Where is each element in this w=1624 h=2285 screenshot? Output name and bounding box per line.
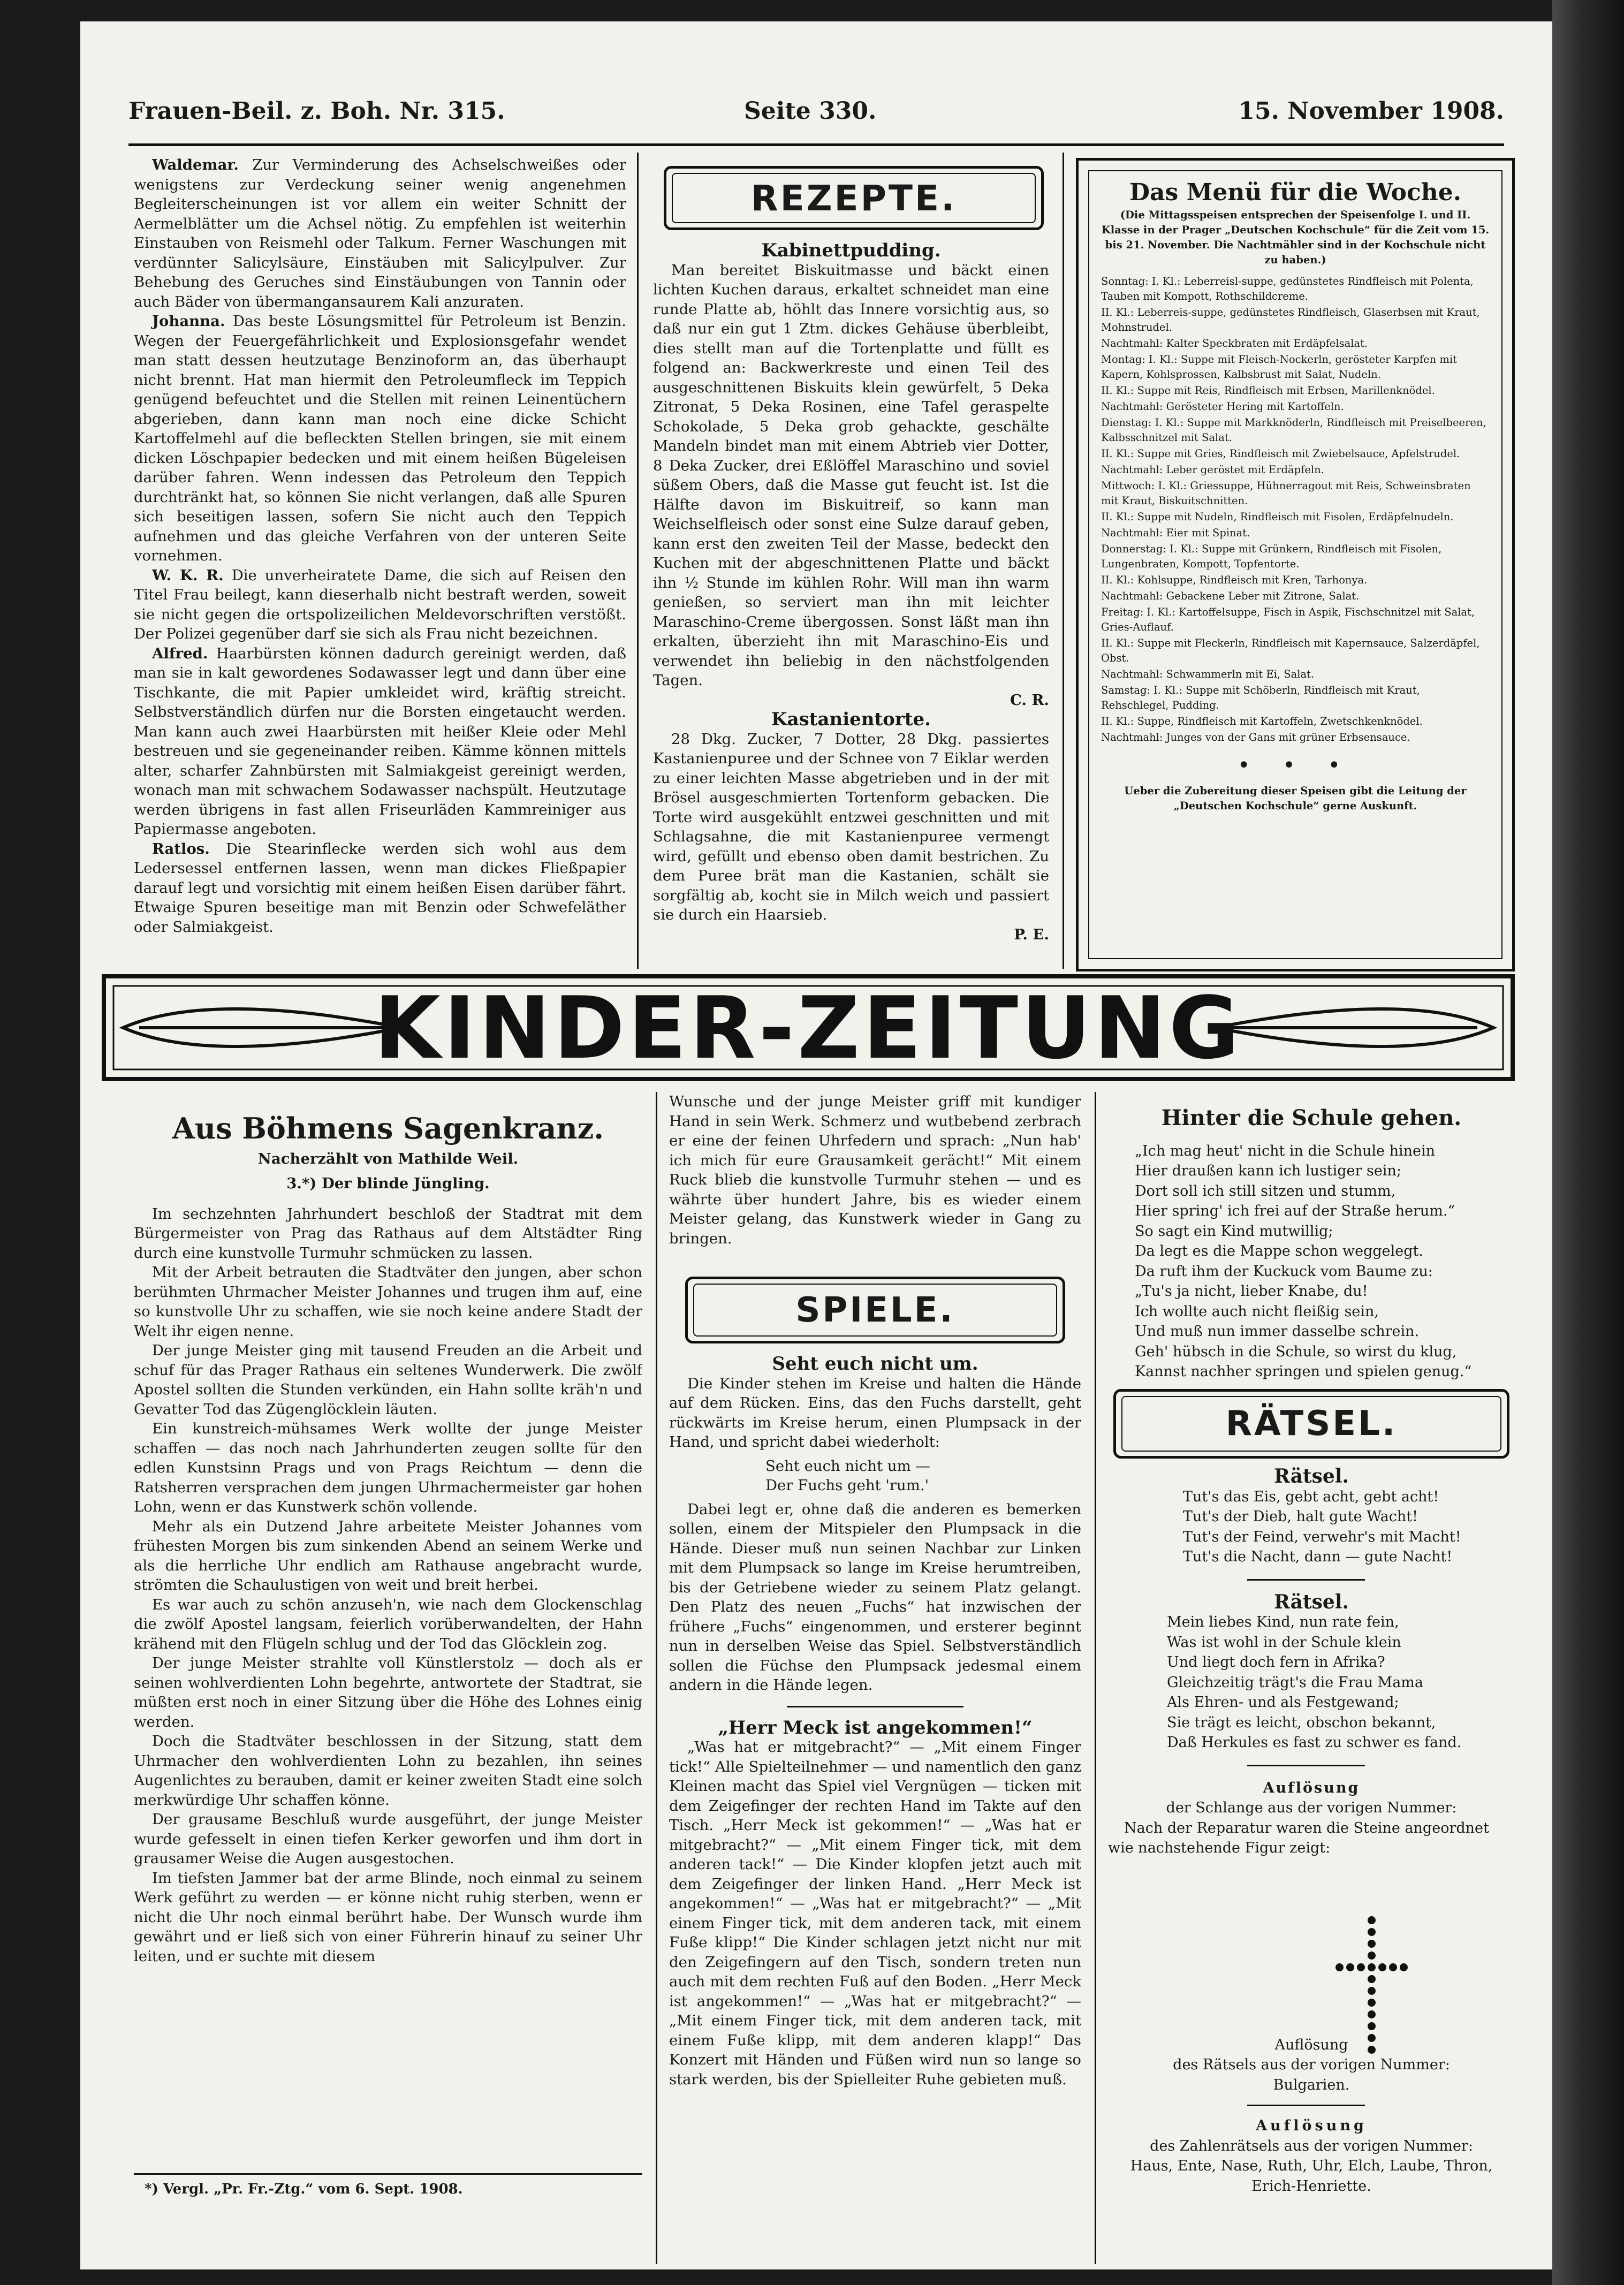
- rezepte-title-box: [664, 166, 1044, 230]
- figure-stone: [1368, 1987, 1376, 1995]
- raetsel-column: [1108, 1467, 1515, 2269]
- figure-stone: [1368, 1952, 1376, 1960]
- riddle-title-2: Rätsel.: [1273, 1590, 1349, 1613]
- column-divider: [656, 1092, 657, 2264]
- header-issue: Frauen-Beil. z. Boh. Nr. 315.: [128, 97, 505, 125]
- spiele-title: SPIELE.: [795, 1290, 955, 1330]
- figure-stone: [1368, 1975, 1376, 1983]
- banner-title: KINDER-ZEITUNG: [374, 977, 1243, 1078]
- menu-entry: II. Kl.: Suppe mit Fleckerln, Rindfleisch mit Kapernsauce, Salzerdäpfel, Obst.: [1101, 637, 1480, 664]
- verse-line: Daß Herkules es fast zu schwer es fand.: [1167, 1734, 1462, 1751]
- sagenkranz-paragraph: Der junge Meister ging mit tausend Freuden an die Arbeit und schuf für das Prager Rathaus ein seltenes Wunderwerk. Die zwölf Apostel sollten die Stunden verkünden, ein Hahn sollte kräh'n und Gevatter Tod das Zügenglöcklein läuten.: [134, 1342, 642, 1418]
- sagenkranz-paragraph: Mehr als ein Dutzend Jahre arbeitete Meister Johannes vom frühesten Morgen bis zum sinkenden Abend an seinem Werke und als die herrliche Uhr endlich am Rathause angebracht wurde, strömten die Schaulustigen von weit und breit herbei.: [134, 1517, 642, 1593]
- figure-stone: [1389, 1963, 1397, 1971]
- reader-answer-text: Das beste Lösungsmittel für Petroleum ist Benzin. Wegen der Feuergefährlichkeit und Explosionsgefahr wendet man statt dessen heutzutage Benzinoform an, das überhaupt nicht brennt. Hat man hiermit den Petroleumfleck im Teppich genügend befeuchtet und die Stellen mit reinen Leinentüchern abgerieben, dann kann man noch eine dicke Schicht Kartoffelmehl auf die befleckten Stellen bringen, sie mit einem dicken Löschpapier bedecken und mit einem heißen Bügeleisen darüber fahren. Wenn indessen das Petroleum den Teppich durchtränkt hat, so können Sie nicht verlangen, daß alle Spuren sich beseitigen lassen, sofern Sie nicht auch den Teppich aufnehmen und das gleiche Verfahren von der unteren Seite vornehmen.: [134, 313, 626, 564]
- menu-footer: Ueber die Zubereitung dieser Speisen gibt die Leitung der „Deutschen Kochschule“ gerne Auskunft.: [1124, 785, 1467, 812]
- menu-entries: [1101, 274, 1490, 745]
- menu-title: Das Menü für die Woche.: [1129, 179, 1462, 206]
- verse-line: Tut's die Nacht, dann — gute Nacht!: [1183, 1548, 1453, 1565]
- game-text-1: Die Kinder stehen im Kreise und halten die Hände auf dem Rücken. Eins, das den Fuchs darstellt, geht rückwärts im Kreise herum, einen Plumpsack in der Hand, und spricht dabei wiederholt:: [669, 1375, 1081, 1451]
- game-text-2: „Was hat er mitgebracht?“ — „Mit einem Finger tick!“ Alle Spielteilnehmer — und namentlich den ganz Kleinen macht das Spiel viel Vergnügen — ticken mit dem Zeigefinger der rechten Hand im Takte auf den Tisch. „Herr Meck ist gekommen!“ — „Was hat er mitgebracht?“ — „Mit einem Finger tick, mit dem anderen tack!“ — Die Kinder klopfen jetzt auch mit dem Zeigefinger der linken Hand. „Herr Meck ist angekommen!“ — „Was hat er mitgebracht?“ — „Mit einem Finger tick, mit dem anderen tack, mit einem Fuße klipp!“ Die Kinder schlagen jetzt nicht nur mit den Zeigefingern auf den Tisch, sondern treten nun auch mit dem rechten Fuß auf den Boden. „Herr Meck ist angekommen!“ — „Was hat er mitgebracht?“ — „Mit einem Finger tick, mit dem anderen tack, mit einem Fuße klipp, mit dem anderen klapp!“ Das Konzert mit Händen und Füßen wird nun so lange so stark werden, bis der Spielleiter Ruhe gebieten muß.: [669, 1739, 1081, 2088]
- verse-line: Sie trägt es leicht, obschon bekannt,: [1167, 1714, 1436, 1731]
- recipe-title-kastanientorte: Kastanientorte.: [771, 709, 931, 730]
- kinder-zeitung-banner: [102, 974, 1515, 1081]
- menu-entry: Donnerstag: I. Kl.: Suppe mit Grünkern, Rindfleisch mit Fisolen, Lungenbraten, Kompott, Topfentorte.: [1101, 543, 1442, 570]
- figure-stone: [1400, 1963, 1408, 1971]
- sagenkranz-column: [134, 1097, 642, 2173]
- header-rule: [128, 143, 1504, 146]
- sagenkranz-continued-text: Wunsche und der junge Meister griff mit kundiger Hand in sein Werk. Schmerz und wutbebend zerbrach er eine der feinen Uhrfedern und sprach: „Nun hab' ich mich für eure Grausamkeit gerächt!“ Mit einem Ruck blieb die kunstvolle Turmuhr stehen — und es währte über hundert Jahre, bis es wieder einem Meister gelang, das Kunstwerk wieder in Gang zu bringen.: [669, 1093, 1081, 1247]
- reader-answer-lead: Waldemar.: [152, 156, 239, 173]
- menu-entry: II. Kl.: Suppe, Rindfleisch mit Kartoffeln, Zwetschkenknödel.: [1101, 715, 1423, 727]
- page-header: [128, 91, 1504, 139]
- header-page-number: Seite 330.: [744, 97, 877, 125]
- game-text-1b: Dabei legt er, ohne daß die anderen es bemerken sollen, einem der Mitspieler den Plumpsack in die Hände. Dieser muß nun seinen Nachbar zur Linken mit dem Plumpsack so lange im Kreise herumtreiben, bis der Getriebene wieder zu seinem Platz gelangt. Den Platz des neuen „Fuchs“ hat inzwischen der frühere „Fuchs“ eingenommen, und ersterer beginnt nun in derselben Weise das Spiel. Selbstverständlich sollen die Füchse den Plumpsack jedesmal einem andern in die Hände legen.: [669, 1500, 1081, 1694]
- menu-entry: II. Kl.: Kohlsuppe, Rindfleisch mit Kren, Tarhonya.: [1101, 574, 1368, 586]
- poem-column: [1108, 1108, 1515, 1386]
- menu-entry: Dienstag: I. Kl.: Suppe mit Markknöderln, Rindfleisch mit Preiselbeeren, Kalbsschnitzel mit Salat.: [1101, 416, 1486, 444]
- menu-entry: II. Kl.: Leberreis-suppe, gedünstetes Rindfleisch, Glaserbsen mit Kraut, Mohnstrudel.: [1101, 306, 1480, 333]
- sagenkranz-paragraph: Im tiefsten Jammer bat der arme Blinde, noch einmal zu seinem Werk geführt zu werden — er könne nicht ruhig sterben, wenn er nicht die Uhr noch einmal berührt habe. Der Wunsch wurde ihm gewährt und er ließ sich von einer Führerin hinauf zu seiner Uhr leiten, und er suchte mit diesem: [134, 1869, 642, 1965]
- menu-entry: Freitag: I. Kl.: Kartoffelsuppe, Fisch in Aspik, Fischschnitzel mit Salat, Gries-Auflauf.: [1101, 606, 1475, 633]
- sagenkranz-title: Aus Böhmens Sagenkranz.: [172, 1111, 604, 1145]
- reader-answer: [134, 312, 626, 566]
- menu-entry: Nachtmahl: Schwammerln mit Ei, Salat.: [1101, 668, 1315, 680]
- menu-entry: Nachtmahl: Junges von der Gans mit grüner Erbsensauce.: [1101, 731, 1410, 743]
- menu-separator: • • •: [1237, 753, 1354, 778]
- menu-entry: Samstag: I. Kl.: Suppe mit Schöberln, Rindfleisch mit Kraut, Rehschlegel, Pudding.: [1101, 684, 1420, 711]
- game-title-2: „Herr Meck ist angekommen!“: [718, 1717, 1033, 1739]
- figure-stone: [1368, 1999, 1376, 2007]
- spiele-column: [669, 1354, 1081, 2264]
- sagenkranz-chapter: 3.*) Der blinde Jüngling.: [286, 1175, 490, 1192]
- answer-text-1b: Nach der Reparatur waren die Steine angeordnet wie nachstehende Figur zeigt:: [1108, 1819, 1489, 1856]
- scan-edge: [1552, 0, 1624, 2285]
- riddle-title-1: Rätsel.: [1273, 1467, 1349, 1487]
- reader-answer: [134, 566, 626, 644]
- sagenkranz-paragraph: Doch die Stadtväter beschlossen in der Sitzung, statt dem Uhrmacher den wohlverdienten Lohn zu bezahlen, ihn seines Augenlichtes zu berauben, damit er keiner zweiten Stadt eine solch merkwürdige Uhr schaffen könne.: [134, 1733, 642, 1809]
- reader-answer-text: Die unverheiratete Dame, die sich auf Reisen den Titel Frau beilegt, kann dieserhalb nicht bestraft werden, soweit sie nicht gegen die ortspolizeilichen Meldevorschriften verstößt. Der Polizei gegenüber darf sie sich als Frau nicht bezeichnen.: [134, 566, 626, 642]
- figure-stone: [1368, 2034, 1376, 2042]
- verse-line: Was ist wohl in der Schule klein: [1167, 1634, 1401, 1651]
- recipe-text-kastanientorte: 28 Dkg. Zucker, 7 Dotter, 28 Dkg. passiertes Kastanienpuree und der Schnee von 7 Eiklar werden zu einer leichten Masse abgetrieben und in der mit Brösel ausgeschmierten Tortenform gebacken. Die Torte wird ausgekühlt entzwei geschnitten und mit Schlagsahne, die mit Kastanienpuree vermengt wird, gefüllt und ebenso oben damit bestrichen. Zu dem Puree brät man die Kastanien, schält sie sorgfältig ab, kocht sie in Milch weich und passiert sie durch ein Haarsieb.: [653, 730, 1049, 923]
- footnote-rule: [134, 2173, 642, 2175]
- answer-separator: [1247, 2105, 1365, 2106]
- answer-2-lines: [1108, 2035, 1515, 2096]
- verse-line: Hier draußen kann ich lustiger sein;: [1135, 1163, 1401, 1179]
- verse-line: Auflösung: [1274, 2036, 1348, 2053]
- menu-entry: Mittwoch: I. Kl.: Griessuppe, Hühnerragout mit Reis, Schweinsbraten mit Kraut, Biskuitschnitten.: [1101, 480, 1471, 507]
- menu-intro: (Die Mittagsspeisen entsprechen der Speisenfolge I. und II. Klasse in der Prager „Deutschen Kochschule“ für die Zeit vom 15. bis 21. November. Die Nachtmähler sind in der Kochschule nicht zu haben.): [1101, 209, 1490, 266]
- sagenkranz-text: [134, 1204, 642, 1967]
- sagenkranz-paragraph: Im sechzehnten Jahrhundert beschloß der Stadtrat mit dem Bürgermeister von Prag das Rathaus auf dem Altstädter Ring durch eine kunstvolle Turmuhr schmücken zu lassen.: [134, 1205, 642, 1262]
- recipe-signature-2: P. E.: [1014, 925, 1049, 943]
- figure-stone: [1335, 1963, 1344, 1971]
- verse-line: Geh' hübsch in die Schule, so wirst du klug,: [1135, 1343, 1457, 1360]
- recipe-title-kabinettpudding: Kabinettpudding.: [761, 241, 941, 261]
- menu-entry: Nachtmahl: Leber geröstet mit Erdäpfeln.: [1101, 464, 1324, 476]
- reader-answer-lead: W. K. R.: [152, 566, 224, 584]
- answer-3-lines: [1108, 2136, 1515, 2197]
- column-divider: [637, 153, 639, 969]
- figure-stone: [1346, 1963, 1354, 1971]
- answer-title-3: Auflösung: [1256, 2117, 1367, 2134]
- menu-entry: II. Kl.: Suppe mit Gries, Rindfleisch mit Zwiebelsauce, Apfelstrudel.: [1101, 447, 1460, 460]
- reader-answer: [134, 839, 626, 937]
- header-date: 15. November 1908.: [1238, 97, 1504, 125]
- reader-answer-lead: Ratlos.: [152, 840, 210, 857]
- sagenkranz-byline: Nacherzählt von Mathilde Weil.: [257, 1150, 519, 1167]
- menu-entry: Nachtmahl: Kalter Speckbraten mit Erdäpfelsalat.: [1101, 337, 1368, 350]
- raetsel-title-box: [1113, 1389, 1509, 1459]
- reader-answer-lead: Alfred.: [152, 644, 208, 662]
- verse-line: Und liegt doch fern in Afrika?: [1167, 1654, 1385, 1671]
- game-title-1: Seht euch nicht um.: [772, 1354, 978, 1375]
- sagenkranz-paragraph: Der grausame Beschluß wurde ausgeführt, der junge Meister wurde gefesselt in einen tiefen Kerker geworfen und ihm dort in grausamer Weise die Augen ausgestochen.: [134, 1811, 642, 1867]
- reader-answer: [134, 155, 626, 312]
- verse-line: des Zahlenrätsels aus der vorigen Nummer:: [1150, 2137, 1473, 2154]
- verse-line: Gleichzeitig trägt's die Frau Mama: [1167, 1674, 1423, 1691]
- game-verse: [765, 1456, 1081, 1496]
- sagenkranz-paragraph: Der junge Meister strahlte voll Künstlerstolz — doch als er seinen wohlverdienten Lohn begehrte, antwortete der Stadtrat, sie müßten erst noch in einer Sitzung über die Höhe des Lohnes einig werden.: [134, 1654, 642, 1730]
- game-verse-line: Seht euch nicht um —: [765, 1457, 930, 1475]
- poem-lines: [1108, 1141, 1515, 1382]
- verse-line: Kannst nachher springen und spielen genug.“: [1135, 1363, 1472, 1380]
- verse-line: Als Ehren- und als Festgewand;: [1167, 1694, 1399, 1711]
- poem-title: Hinter die Schule gehen.: [1161, 1108, 1462, 1130]
- column-divider: [1063, 153, 1064, 969]
- verse-line: Und muß nun immer dasselbe schrein.: [1135, 1323, 1420, 1340]
- sagenkranz-paragraph: Es war auch zu schön anzuseh'n, wie nach dem Glockenschlag die zwölf Apostel langsam, feierlich vorüberwandelten, der Hahn krähend mit den Flügeln schlug und der Tod das Glöcklein zog.: [134, 1596, 642, 1652]
- figure-stone: [1368, 2022, 1376, 2030]
- verse-line: Da ruft ihm der Kuckuck vom Baume zu:: [1135, 1263, 1433, 1280]
- recipe-text-kabinettpudding: Man bereitet Biskuitmasse und bäckt einen lichten Kuchen daraus, erkaltet schneidet man eine runde Platte ab, höhlt das Innere vorsichtig aus, so daß nur ein gut 1 Ztm. dickes Gehäuse überbleibt, dies stellt man auf die Tortenplatte und füllt es folgend an: Backwerkreste und einen Teil des ausgeschnittenen Biskuits klein gewürfelt, 5 Deka Zitronat, 5 Deka Rosinen, eine Tafel geraspelte Schokolade, 5 Deka grob gehackte, geschälte Mandeln bindet man mit einem Abtrieb vier Dotter, 8 Deka Zucker, drei Eßlöffel Maraschino und soviel süßem Obers, daß die Masse gut feucht ist. Ist die Hälfte davon im Biskuitreif, so kann man Weichselfleisch oder sonst eine Sulze darauf geben, kann erst den zweiten Teil der Masse, bedeckt den Kuchen mit der abgeschnittenen Platte und bäckt ihn ½ Stunde im kühlen Rohr. Will man ihn warm genießen, so serviert man ihn mit leichter Maraschino-Creme übergossen. Sonst läßt man ihn erkalten, überzieht ihn mit Maraschino-Eis und verwendet ihn beliebig in den nächstfolgenden Tagen.: [653, 261, 1049, 689]
- verse-line: So sagt ein Kind mutwillig;: [1135, 1223, 1333, 1240]
- sagenkranz-paragraph: Ein kunstreich-mühsames Werk wollte der junge Meister schaffen — das noch nach Jahrhunderten zeugen sollte für den edlen Kunstsinn Prags und von Prags Reichtum — denn die Ratsherren versprachen dem jungen Uhrmachermeister gar hohen Lohn, wenn er das Kunstwerk schön vollende.: [134, 1420, 642, 1515]
- reader-answer-lead: Johanna.: [152, 313, 225, 330]
- riddle-2-lines: [1108, 1612, 1515, 1753]
- riddle-1-lines: [1108, 1487, 1515, 1567]
- answer-title-1: Auflösung: [1263, 1779, 1360, 1796]
- raetsel-title: RÄTSEL.: [1225, 1404, 1398, 1444]
- verse-line: „Ich mag heut' nicht in die Schule hinein: [1135, 1142, 1435, 1159]
- footnote: *) Vergl. „Pr. Fr.-Ztg.“ vom 6. Sept. 1908.: [145, 2181, 463, 2197]
- spiele-title-box: [685, 1277, 1065, 1343]
- menu-entry: II. Kl.: Suppe mit Reis, Rindfleisch mit Erbsen, Marillenknödel.: [1101, 384, 1435, 397]
- weekly-menu-box: [1076, 158, 1515, 971]
- column-divider: [1095, 1092, 1096, 2264]
- reader-answer: [134, 644, 626, 839]
- menu-entry: Montag: I. Kl.: Suppe mit Fleisch-Nockerln, gerösteter Karpfen mit Kapern, Kohlsprossen, Kalbsbrust mit Salat, Nudeln.: [1101, 353, 1457, 381]
- verse-line: des Rätsels aus der vorigen Nummer:: [1173, 2056, 1450, 2073]
- reader-answer-text: Zur Verminderung des Achselschweißes oder wenigstens zur Verdeckung seiner wenig angenehmen Begleiterscheinungen ist vor allem ein weiter Schnitt der Aermelblätter um die Achsel nötig. Zu empfehlen ist weiterhin Einstauben von Reismehl oder Talkum. Ferner Waschungen mit verdünnter Salicylsäure, Einstäuben mit Salicylpulver. Zur Behebung des Geruches sind Einstäubungen von Tannin oder auch Bäder von übermangansaurem Kali anzuraten.: [134, 156, 626, 310]
- answer-figure-space: [1108, 1858, 1515, 2035]
- recipe-signature-1: C. R.: [1010, 691, 1049, 709]
- verse-line: Da legt es die Mappe schon weggelegt.: [1135, 1243, 1423, 1259]
- riddle-separator: [1247, 1765, 1365, 1766]
- figure-stone: [1368, 2046, 1376, 2054]
- weekly-menu: [1088, 170, 1502, 959]
- figure-stone: [1368, 2010, 1376, 2018]
- menu-entry: Nachtmahl: Gebackene Leber mit Zitrone, Salat.: [1101, 590, 1360, 602]
- verse-line: Tut's der Dieb, halt gute Wacht!: [1183, 1508, 1418, 1525]
- figure-stone: [1368, 1916, 1376, 1924]
- riddle-separator: [1247, 1579, 1365, 1581]
- verse-line: Erich-Henriette.: [1251, 2177, 1371, 2195]
- verse-line: Haus, Ente, Nase, Ruth, Uhr, Elch, Laube, Thron,: [1130, 2158, 1493, 2174]
- figure-stone: [1357, 1963, 1365, 1971]
- sagenkranz-continued: [669, 1092, 1081, 1263]
- answer-text-1: der Schlange aus der vorigen Nummer:: [1166, 1800, 1457, 1816]
- newspaper-page: [80, 21, 1552, 2269]
- game-separator: [787, 1706, 963, 1707]
- figure-stone: [1368, 1963, 1376, 1971]
- verse-line: Ich wollte auch nicht fleißig sein,: [1135, 1303, 1379, 1320]
- menu-entry: II. Kl.: Suppe mit Nudeln, Rindfleisch mit Fisolen, Erdäpfelnudeln.: [1101, 511, 1454, 523]
- menu-entry: Nachtmahl: Eier mit Spinat.: [1101, 527, 1250, 539]
- figure-stone: [1368, 1928, 1376, 1936]
- verse-line: Tut's das Eis, gebt acht, gebt acht!: [1183, 1488, 1439, 1505]
- game-verse-line: Der Fuchs geht 'rum.': [765, 1477, 929, 1494]
- menu-entry: Nachtmahl: Gerösteter Hering mit Kartoffeln.: [1101, 400, 1344, 413]
- rezepte-title: REZEPTE.: [750, 177, 957, 219]
- rezepte-column: [653, 241, 1049, 969]
- figure-stone: [1378, 1963, 1386, 1971]
- verse-line: Tut's der Feind, verwehr's mit Macht!: [1183, 1528, 1461, 1545]
- reader-answers: [134, 155, 626, 969]
- reader-answer-text: Die Stearinflecke werden sich wohl aus dem Ledersessel entfernen lassen, wenn man dickes Fließpapier darauf legt und vorsichtig mit einem heißen Eisen darüber fährt. Etwaige Spuren beseitige man mit Benzin oder Schwefeläther oder Salmiakgeist.: [134, 840, 626, 936]
- verse-line: „Tu's ja nicht, lieber Knabe, du!: [1135, 1283, 1368, 1300]
- menu-entry: Sonntag: I. Kl.: Leberreisl-suppe, gedünstetes Rindfleisch mit Polenta, Tauben mit Kompott, Rothschildcreme.: [1101, 275, 1474, 302]
- verse-line: Mein liebes Kind, nun rate fein,: [1167, 1614, 1399, 1630]
- reader-answer-text: Haarbürsten können dadurch gereinigt werden, daß man sie in kalt gewordenes Sodawasser legt und dann über eine Tischkante, die mit Papier umkleidet wird, kräftig streicht. Selbstverständlich dürfen nur die Borsten eingetaucht werden. Man kann auch zwei Haarbürsten mit heißer Kleie oder Mehl bestreuen und sie gegeneinander reiben. Kämme können mittels alter, scharfer Zahnbürsten mit Salmiakgeist gereinigt werden, wonach man mit schwachem Sodawasser nachspült. Heutzutage werden übrigens in fast allen Friseurläden Kammreiniger aus Papiermasse angeboten.: [134, 644, 626, 838]
- sagenkranz-paragraph: Mit der Arbeit betrauten die Stadtväter den jungen, aber schon berühmten Uhrmacher Meister Johannes und trugen ihm auf, eine so kunstvolle Uhr zu schaffen, wie sie noch keine andere Stadt der Welt ihr eigen nenne.: [134, 1264, 642, 1340]
- verse-line: Dort soll ich still sitzen und stumm,: [1135, 1182, 1396, 1200]
- figure-stone: [1368, 1940, 1376, 1948]
- verse-line: Hier spring' ich frei auf der Straße herum.“: [1135, 1203, 1455, 1219]
- verse-line: Bulgarien.: [1273, 2076, 1350, 2093]
